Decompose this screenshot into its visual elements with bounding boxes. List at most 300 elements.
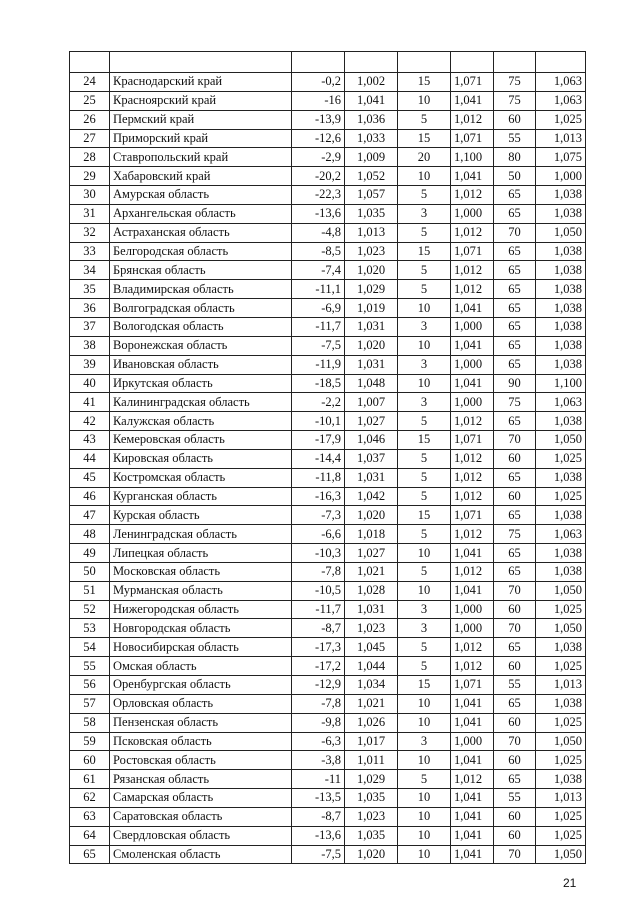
region-name-cell: Владимирская область — [110, 280, 292, 299]
row-number-cell: 26 — [70, 110, 110, 129]
value-3-cell: 70 — [494, 431, 536, 450]
coefficient-1-cell: 1,031 — [345, 600, 398, 619]
region-name-cell: Белгородская область — [110, 242, 292, 261]
row-number-cell: 57 — [70, 694, 110, 713]
table-row — [70, 73, 586, 92]
row-number-cell: 48 — [70, 525, 110, 544]
coefficient-3-cell: 1,025 — [536, 487, 586, 506]
temperature-cell: -12,9 — [292, 676, 345, 695]
table-row — [70, 562, 586, 581]
coefficient-1-cell: 1,018 — [345, 525, 398, 544]
coefficient-1-cell: 1,052 — [345, 167, 398, 186]
value-3-cell: 60 — [494, 807, 536, 826]
coefficient-2-cell: 1,012 — [451, 657, 494, 676]
region-name-cell: Красноярский край — [110, 91, 292, 110]
row-number-cell: 27 — [70, 129, 110, 148]
region-name-cell: Самарская область — [110, 789, 292, 808]
coefficient-1-cell: 1,020 — [345, 261, 398, 280]
region-name-cell: Липецкая область — [110, 544, 292, 563]
region-coefficients-table — [69, 51, 586, 864]
coefficient-3-cell: 1,063 — [536, 91, 586, 110]
row-number-cell: 25 — [70, 91, 110, 110]
value-2-cell: 20 — [398, 148, 451, 167]
coefficient-3-cell: 1,050 — [536, 431, 586, 450]
table-row — [70, 393, 586, 412]
value-2-cell: 10 — [398, 789, 451, 808]
region-name-cell: Амурская область — [110, 186, 292, 205]
row-number-cell: 37 — [70, 317, 110, 336]
temperature-cell: -7,4 — [292, 261, 345, 280]
table-row — [70, 223, 586, 242]
region-name-cell: Кировская область — [110, 449, 292, 468]
table-row — [70, 487, 586, 506]
row-number-cell: 33 — [70, 242, 110, 261]
coefficient-3-cell: 1,038 — [536, 336, 586, 355]
coefficient-1-cell: 1,023 — [345, 807, 398, 826]
row-number-cell: 63 — [70, 807, 110, 826]
value-3-cell: 65 — [494, 242, 536, 261]
row-number-cell: 65 — [70, 845, 110, 864]
coefficient-3-cell: 1,063 — [536, 525, 586, 544]
region-name-cell: Курская область — [110, 506, 292, 525]
value-3-cell: 65 — [494, 412, 536, 431]
temperature-cell: -7,5 — [292, 845, 345, 864]
table-row — [70, 676, 586, 695]
value-3-cell: 55 — [494, 676, 536, 695]
value-2-cell: 15 — [398, 506, 451, 525]
table-row — [70, 657, 586, 676]
coefficient-2-cell: 1,071 — [451, 242, 494, 261]
region-name-cell: Костромская область — [110, 468, 292, 487]
coefficient-1-cell: 1,031 — [345, 317, 398, 336]
coefficient-1-cell: 1,020 — [345, 336, 398, 355]
region-name-cell: Псковская область — [110, 732, 292, 751]
coefficient-3-cell: 1,038 — [536, 355, 586, 374]
table-row — [70, 751, 586, 770]
coefficient-1-cell: 1,021 — [345, 694, 398, 713]
value-2-cell: 10 — [398, 374, 451, 393]
region-name-cell: Вологодская область — [110, 317, 292, 336]
coefficient-3-cell: 1,038 — [536, 770, 586, 789]
value-3-cell: 70 — [494, 581, 536, 600]
table-row — [70, 619, 586, 638]
region-name-cell: Архангельская область — [110, 204, 292, 223]
temperature-cell: -2,2 — [292, 393, 345, 412]
coefficient-2-cell: 1,000 — [451, 204, 494, 223]
temperature-cell: -2,9 — [292, 148, 345, 167]
coefficient-2-cell: 1,012 — [451, 562, 494, 581]
temperature-cell: -6,3 — [292, 732, 345, 751]
coefficient-1-cell: 1,042 — [345, 487, 398, 506]
value-3-cell: 75 — [494, 525, 536, 544]
temperature-cell: -11 — [292, 770, 345, 789]
coefficient-1-cell: 1,035 — [345, 826, 398, 845]
coefficient-3-cell: 1,050 — [536, 732, 586, 751]
temperature-cell: -7,8 — [292, 694, 345, 713]
value-2-cell: 3 — [398, 619, 451, 638]
coefficient-1-cell: 1,045 — [345, 638, 398, 657]
region-name-cell: Ставропольский край — [110, 148, 292, 167]
temperature-cell: -11,7 — [292, 600, 345, 619]
coefficient-1-cell: 1,036 — [345, 110, 398, 129]
value-3-cell: 65 — [494, 336, 536, 355]
coefficient-3-cell: 1,038 — [536, 317, 586, 336]
coefficient-3-cell: 1,050 — [536, 619, 586, 638]
coefficient-3-cell: 1,038 — [536, 412, 586, 431]
value-2-cell: 3 — [398, 204, 451, 223]
table-row — [70, 317, 586, 336]
table-row — [70, 506, 586, 525]
coefficient-2-cell: 1,012 — [451, 110, 494, 129]
coefficient-3-cell: 1,063 — [536, 393, 586, 412]
temperature-cell: -13,6 — [292, 204, 345, 223]
row-number-cell: 59 — [70, 732, 110, 751]
value-3-cell: 65 — [494, 506, 536, 525]
row-number-cell: 44 — [70, 449, 110, 468]
temperature-cell: -13,9 — [292, 110, 345, 129]
coefficient-2-cell: 1,012 — [451, 186, 494, 205]
coefficient-3-cell: 1,038 — [536, 299, 586, 318]
coefficient-3-cell: 1,038 — [536, 506, 586, 525]
coefficient-1-cell: 1,011 — [345, 751, 398, 770]
table-row — [70, 280, 586, 299]
region-name-cell: Пензенская область — [110, 713, 292, 732]
temperature-cell: -17,3 — [292, 638, 345, 657]
row-number-cell: 41 — [70, 393, 110, 412]
table-row — [70, 732, 586, 751]
value-2-cell: 5 — [398, 110, 451, 129]
table-row — [70, 91, 586, 110]
table-row — [70, 826, 586, 845]
coefficient-3-cell: 1,038 — [536, 242, 586, 261]
coefficient-3-cell: 1,038 — [536, 544, 586, 563]
value-3-cell: 65 — [494, 355, 536, 374]
row-number-cell: 36 — [70, 299, 110, 318]
coefficient-2-cell: 1,041 — [451, 299, 494, 318]
table-row — [70, 807, 586, 826]
row-number-cell: 43 — [70, 431, 110, 450]
coefficient-1-cell: 1,033 — [345, 129, 398, 148]
coefficient-2-cell: 1,041 — [451, 91, 494, 110]
coefficient-1-cell: 1,021 — [345, 562, 398, 581]
table-row — [70, 129, 586, 148]
row-number-cell: 55 — [70, 657, 110, 676]
value-2-cell: 5 — [398, 186, 451, 205]
value-3-cell: 55 — [494, 129, 536, 148]
temperature-cell: -10,5 — [292, 581, 345, 600]
value-3-cell: 65 — [494, 280, 536, 299]
table-row — [70, 242, 586, 261]
region-name-cell: Астраханская область — [110, 223, 292, 242]
value-3-cell: 90 — [494, 374, 536, 393]
value-3-cell: 65 — [494, 694, 536, 713]
table-row — [70, 167, 586, 186]
value-2-cell: 10 — [398, 845, 451, 864]
value-2-cell: 10 — [398, 751, 451, 770]
coefficient-2-cell: 1,012 — [451, 449, 494, 468]
table-row — [70, 204, 586, 223]
coefficient-1-cell: 1,023 — [345, 619, 398, 638]
region-name-cell: Орловская область — [110, 694, 292, 713]
row-number-cell: 45 — [70, 468, 110, 487]
value-2-cell: 10 — [398, 544, 451, 563]
coefficient-1-cell: 1,019 — [345, 299, 398, 318]
region-name-cell: Калининградская область — [110, 393, 292, 412]
table-body — [70, 52, 586, 864]
page-number: 21 — [563, 876, 577, 890]
header-cell — [398, 52, 451, 73]
coefficient-2-cell: 1,071 — [451, 129, 494, 148]
temperature-cell: -7,8 — [292, 562, 345, 581]
temperature-cell: -12,6 — [292, 129, 345, 148]
table-row — [70, 355, 586, 374]
table-row — [70, 374, 586, 393]
value-3-cell: 65 — [494, 261, 536, 280]
coefficient-3-cell: 1,025 — [536, 657, 586, 676]
region-name-cell: Краснодарский край — [110, 73, 292, 92]
table-row — [70, 789, 586, 808]
region-name-cell: Кемеровская область — [110, 431, 292, 450]
value-3-cell: 80 — [494, 148, 536, 167]
coefficient-3-cell: 1,025 — [536, 826, 586, 845]
coefficient-2-cell: 1,012 — [451, 412, 494, 431]
table-row — [70, 148, 586, 167]
region-name-cell: Нижегородская область — [110, 600, 292, 619]
table-row — [70, 581, 586, 600]
table-row — [70, 770, 586, 789]
temperature-cell: -11,7 — [292, 317, 345, 336]
region-name-cell: Ивановская область — [110, 355, 292, 374]
coefficient-2-cell: 1,041 — [451, 789, 494, 808]
region-name-cell: Воронежская область — [110, 336, 292, 355]
coefficient-3-cell: 1,100 — [536, 374, 586, 393]
coefficient-2-cell: 1,000 — [451, 732, 494, 751]
table-row — [70, 525, 586, 544]
row-number-cell: 34 — [70, 261, 110, 280]
region-name-cell: Новосибирская область — [110, 638, 292, 657]
coefficient-2-cell: 1,012 — [451, 261, 494, 280]
value-2-cell: 10 — [398, 167, 451, 186]
temperature-cell: -11,9 — [292, 355, 345, 374]
coefficient-3-cell: 1,025 — [536, 713, 586, 732]
coefficient-3-cell: 1,038 — [536, 280, 586, 299]
coefficient-2-cell: 1,041 — [451, 826, 494, 845]
coefficient-2-cell: 1,041 — [451, 336, 494, 355]
coefficient-2-cell: 1,071 — [451, 676, 494, 695]
value-3-cell: 65 — [494, 299, 536, 318]
region-name-cell: Хабаровский край — [110, 167, 292, 186]
coefficient-3-cell: 1,025 — [536, 449, 586, 468]
coefficient-2-cell: 1,071 — [451, 73, 494, 92]
table-row — [70, 845, 586, 864]
value-2-cell: 5 — [398, 261, 451, 280]
row-number-cell: 46 — [70, 487, 110, 506]
value-2-cell: 10 — [398, 91, 451, 110]
region-name-cell: Рязанская область — [110, 770, 292, 789]
temperature-cell: -9,8 — [292, 713, 345, 732]
coefficient-1-cell: 1,028 — [345, 581, 398, 600]
value-3-cell: 75 — [494, 73, 536, 92]
value-2-cell: 15 — [398, 431, 451, 450]
coefficient-3-cell: 1,050 — [536, 223, 586, 242]
region-name-cell: Калужская область — [110, 412, 292, 431]
temperature-cell: -7,5 — [292, 336, 345, 355]
value-3-cell: 60 — [494, 657, 536, 676]
region-name-cell: Пермский край — [110, 110, 292, 129]
temperature-cell: -3,8 — [292, 751, 345, 770]
coefficient-1-cell: 1,027 — [345, 544, 398, 563]
row-number-cell: 50 — [70, 562, 110, 581]
value-2-cell: 10 — [398, 581, 451, 600]
header-cell — [451, 52, 494, 73]
region-name-cell: Омская область — [110, 657, 292, 676]
table-row — [70, 449, 586, 468]
value-2-cell: 5 — [398, 638, 451, 657]
row-number-cell: 40 — [70, 374, 110, 393]
value-2-cell: 5 — [398, 449, 451, 468]
coefficient-2-cell: 1,041 — [451, 694, 494, 713]
value-2-cell: 10 — [398, 807, 451, 826]
row-number-cell: 60 — [70, 751, 110, 770]
coefficient-2-cell: 1,071 — [451, 506, 494, 525]
table-row — [70, 468, 586, 487]
value-2-cell: 15 — [398, 242, 451, 261]
header-cell — [110, 52, 292, 73]
temperature-cell: -16,3 — [292, 487, 345, 506]
header-cell — [70, 52, 110, 73]
row-number-cell: 53 — [70, 619, 110, 638]
row-number-cell: 49 — [70, 544, 110, 563]
coefficient-1-cell: 1,009 — [345, 148, 398, 167]
value-2-cell: 5 — [398, 412, 451, 431]
temperature-cell: -17,9 — [292, 431, 345, 450]
temperature-cell: -11,1 — [292, 280, 345, 299]
temperature-cell: -8,7 — [292, 807, 345, 826]
coefficient-3-cell: 1,038 — [536, 562, 586, 581]
value-2-cell: 10 — [398, 713, 451, 732]
coefficient-1-cell: 1,017 — [345, 732, 398, 751]
table-row — [70, 713, 586, 732]
coefficient-2-cell: 1,012 — [451, 525, 494, 544]
row-number-cell: 28 — [70, 148, 110, 167]
temperature-cell: -17,2 — [292, 657, 345, 676]
region-name-cell: Волгоградская область — [110, 299, 292, 318]
coefficient-1-cell: 1,007 — [345, 393, 398, 412]
value-3-cell: 70 — [494, 223, 536, 242]
coefficient-3-cell: 1,025 — [536, 807, 586, 826]
value-2-cell: 5 — [398, 525, 451, 544]
temperature-cell: -16 — [292, 91, 345, 110]
value-3-cell: 70 — [494, 845, 536, 864]
coefficient-3-cell: 1,038 — [536, 186, 586, 205]
row-number-cell: 42 — [70, 412, 110, 431]
row-number-cell: 24 — [70, 73, 110, 92]
table-row — [70, 299, 586, 318]
coefficient-2-cell: 1,041 — [451, 374, 494, 393]
temperature-cell: -10,1 — [292, 412, 345, 431]
header-cell — [494, 52, 536, 73]
coefficient-2-cell: 1,000 — [451, 355, 494, 374]
temperature-cell: -0,2 — [292, 73, 345, 92]
value-3-cell: 60 — [494, 487, 536, 506]
value-2-cell: 5 — [398, 468, 451, 487]
temperature-cell: -8,7 — [292, 619, 345, 638]
region-name-cell: Оренбургская область — [110, 676, 292, 695]
temperature-cell: -6,9 — [292, 299, 345, 318]
coefficient-2-cell: 1,000 — [451, 619, 494, 638]
table-row — [70, 412, 586, 431]
table-row — [70, 544, 586, 563]
value-3-cell: 65 — [494, 186, 536, 205]
temperature-cell: -18,5 — [292, 374, 345, 393]
region-name-cell: Новгородская область — [110, 619, 292, 638]
row-number-cell: 51 — [70, 581, 110, 600]
table-header-row — [70, 52, 586, 73]
region-name-cell: Саратовская область — [110, 807, 292, 826]
coefficient-1-cell: 1,020 — [345, 506, 398, 525]
value-2-cell: 3 — [398, 600, 451, 619]
coefficient-1-cell: 1,031 — [345, 355, 398, 374]
coefficient-3-cell: 1,050 — [536, 845, 586, 864]
row-number-cell: 52 — [70, 600, 110, 619]
value-2-cell: 10 — [398, 336, 451, 355]
value-3-cell: 60 — [494, 713, 536, 732]
region-name-cell: Мурманская область — [110, 581, 292, 600]
coefficient-1-cell: 1,035 — [345, 789, 398, 808]
coefficient-2-cell: 1,041 — [451, 751, 494, 770]
temperature-cell: -11,8 — [292, 468, 345, 487]
value-2-cell: 15 — [398, 129, 451, 148]
temperature-cell: -6,6 — [292, 525, 345, 544]
table-row — [70, 694, 586, 713]
temperature-cell: -13,5 — [292, 789, 345, 808]
value-3-cell: 75 — [494, 393, 536, 412]
value-2-cell: 15 — [398, 73, 451, 92]
coefficient-3-cell: 1,038 — [536, 638, 586, 657]
coefficient-1-cell: 1,026 — [345, 713, 398, 732]
table-row — [70, 431, 586, 450]
region-name-cell: Ростовская область — [110, 751, 292, 770]
coefficient-1-cell: 1,044 — [345, 657, 398, 676]
coefficient-3-cell: 1,038 — [536, 204, 586, 223]
value-2-cell: 10 — [398, 299, 451, 318]
coefficient-3-cell: 1,025 — [536, 751, 586, 770]
coefficient-1-cell: 1,027 — [345, 412, 398, 431]
coefficient-2-cell: 1,012 — [451, 487, 494, 506]
coefficient-2-cell: 1,071 — [451, 431, 494, 450]
table-row — [70, 186, 586, 205]
header-cell — [345, 52, 398, 73]
coefficient-1-cell: 1,029 — [345, 770, 398, 789]
coefficient-1-cell: 1,035 — [345, 204, 398, 223]
row-number-cell: 39 — [70, 355, 110, 374]
value-2-cell: 5 — [398, 280, 451, 299]
row-number-cell: 64 — [70, 826, 110, 845]
row-number-cell: 29 — [70, 167, 110, 186]
value-3-cell: 65 — [494, 544, 536, 563]
coefficient-1-cell: 1,046 — [345, 431, 398, 450]
value-2-cell: 3 — [398, 732, 451, 751]
header-cell — [536, 52, 586, 73]
coefficient-2-cell: 1,100 — [451, 148, 494, 167]
coefficient-3-cell: 1,038 — [536, 694, 586, 713]
coefficient-3-cell: 1,063 — [536, 73, 586, 92]
value-3-cell: 65 — [494, 638, 536, 657]
coefficient-3-cell: 1,050 — [536, 581, 586, 600]
coefficient-2-cell: 1,012 — [451, 468, 494, 487]
temperature-cell: -14,4 — [292, 449, 345, 468]
coefficient-2-cell: 1,041 — [451, 845, 494, 864]
